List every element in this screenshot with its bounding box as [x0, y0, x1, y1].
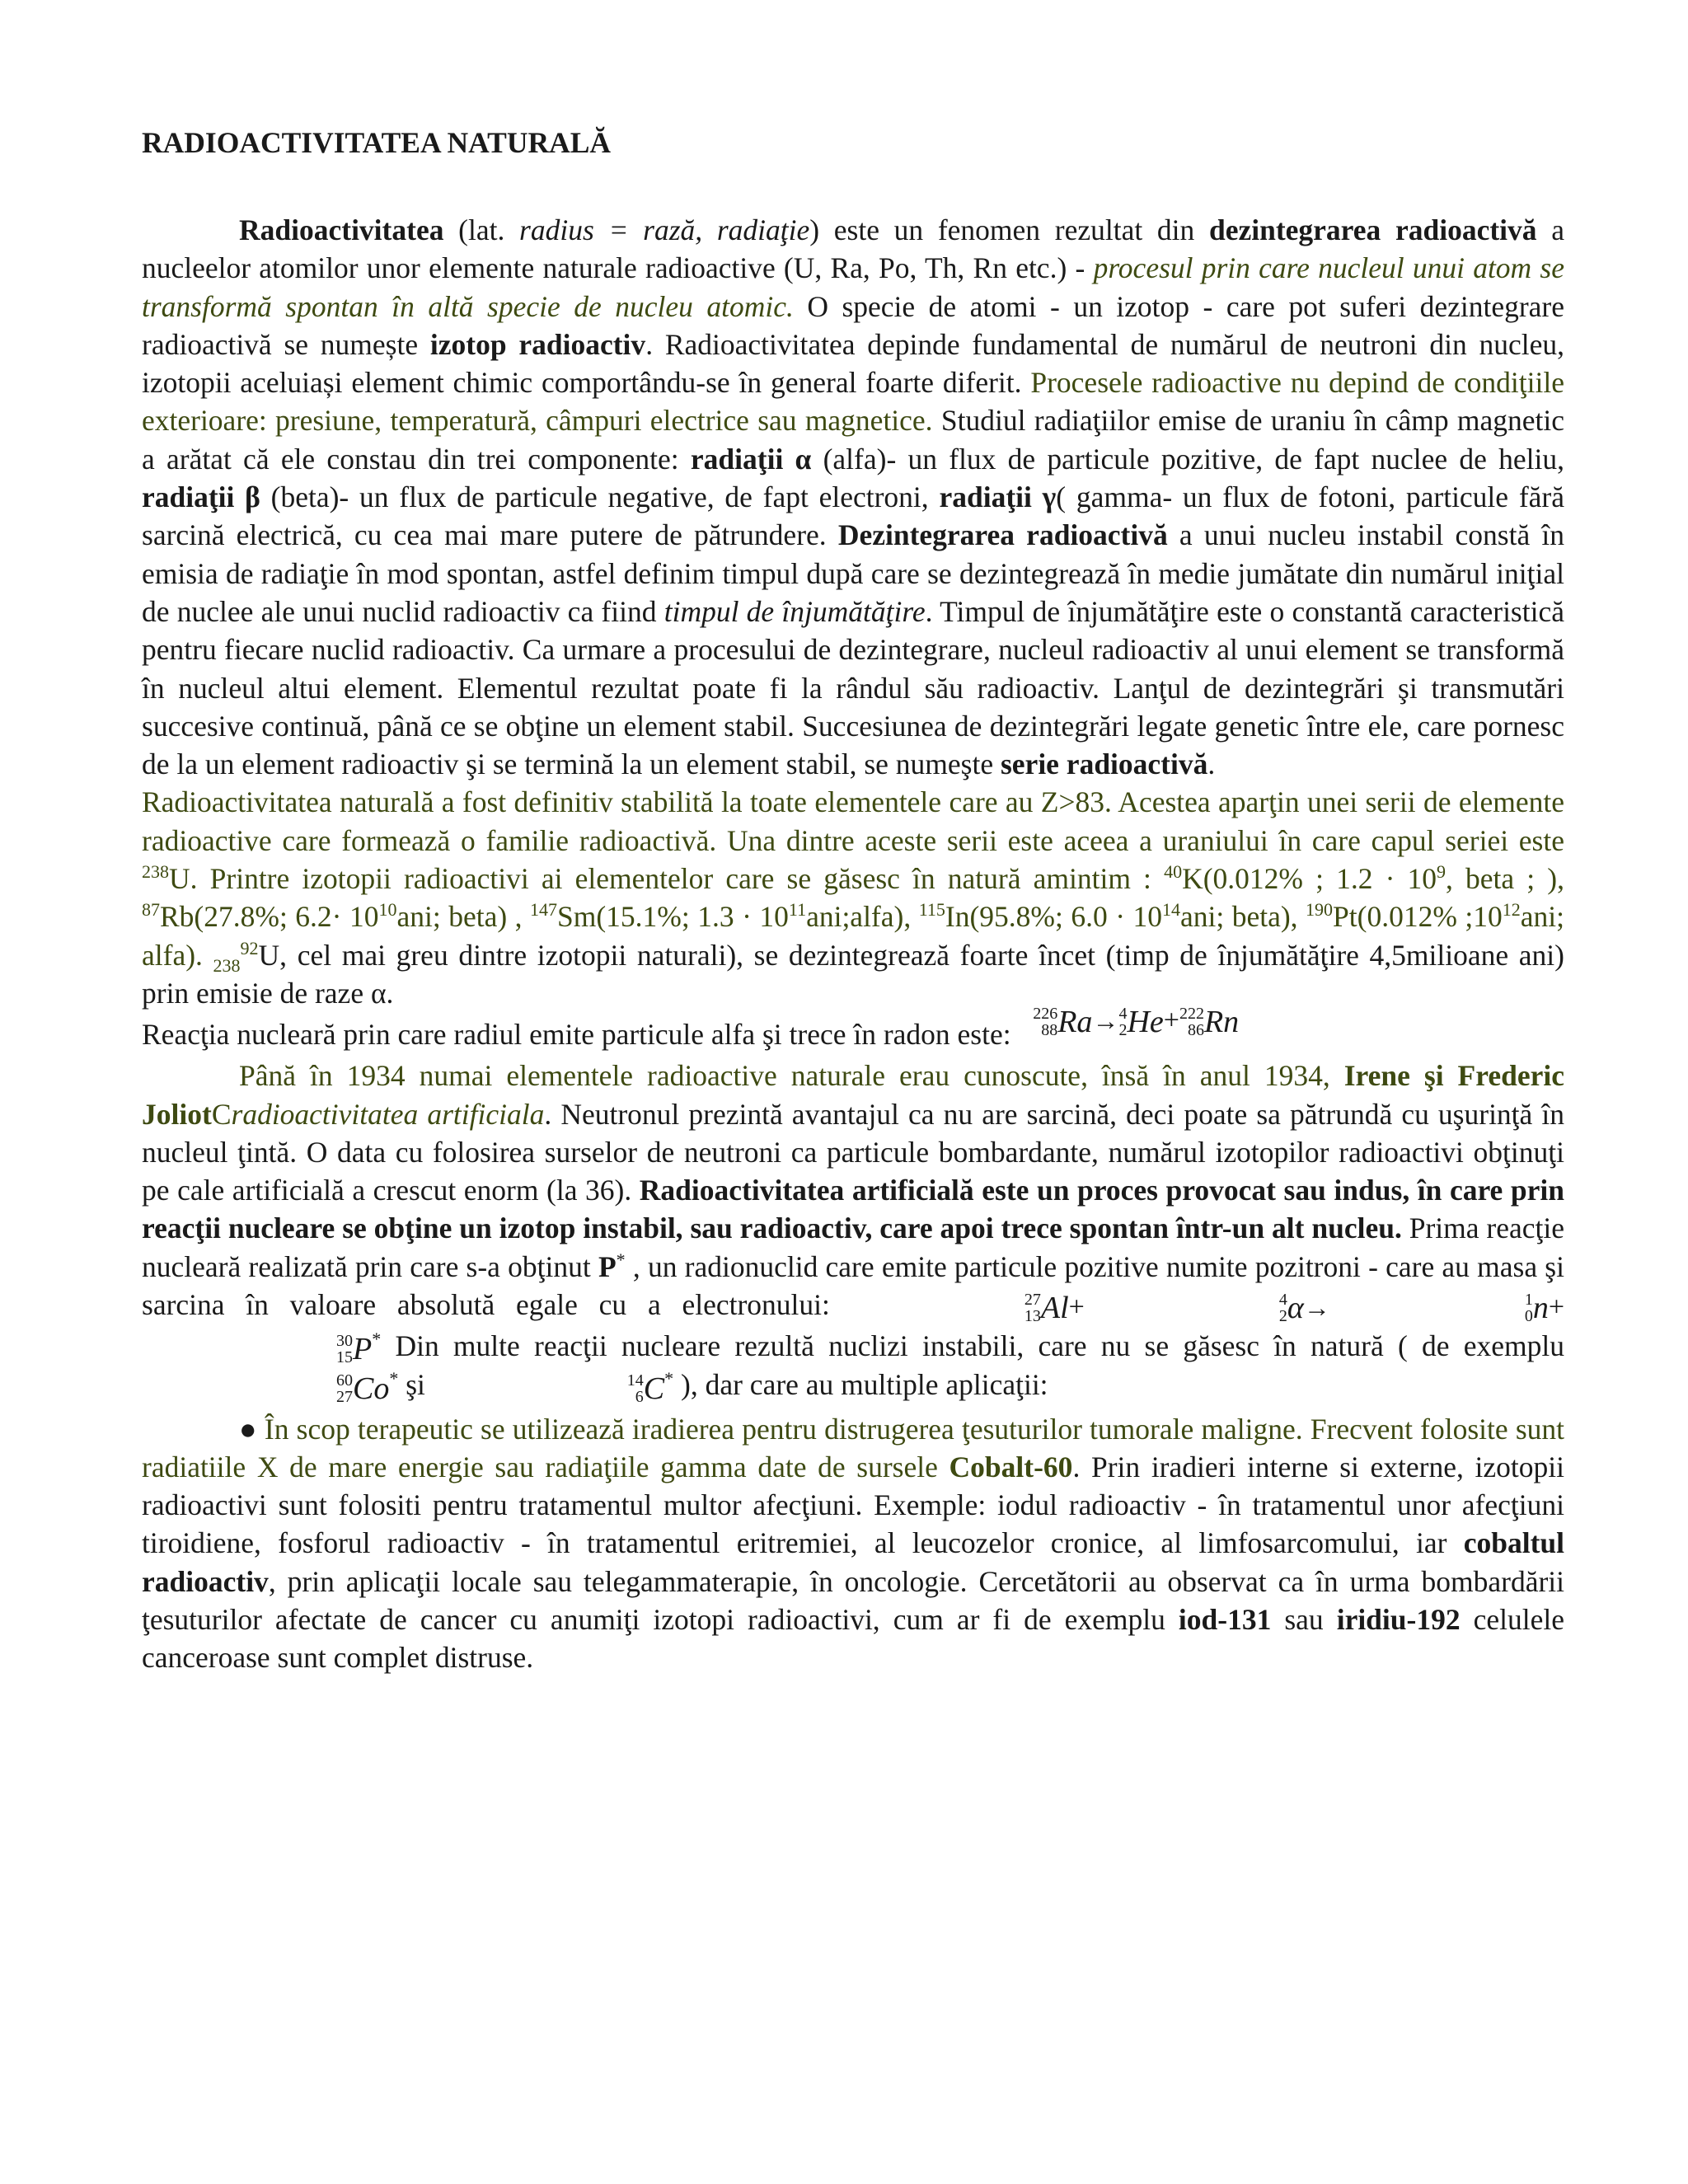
nuclide-rn — [1179, 1005, 1239, 1038]
text: . Neutronul prezintă avantajul ca nu are sarcină, deci poate sa pătrundă cu uşurinţă în nucleul ţintă. O data cu folosirea surselor de neutroni ca particule bombardante, numărul izotopilor radioactivi obţinuţi pe cale artificială a crescut enorm (la 36). — [142, 1097, 1565, 1207]
text: . — [1207, 748, 1216, 781]
text: ani;alfa), — [806, 900, 919, 934]
names-joliot: Irene şi Frederic Joliot — [142, 1059, 1564, 1131]
text: (beta)- un flux de particule negative, de fapt electroni, — [260, 480, 940, 514]
text: sau — [1271, 1603, 1337, 1637]
term-radioactivitatea-artificiala: radioactivitatea artificiala — [231, 1097, 545, 1131]
text: a nucleelor atomilor unor elemente naturale radioactive (U, Ra, Po, Th, Rn etc.) - — [142, 213, 1564, 285]
mass-number: 226 — [1033, 1004, 1058, 1023]
symbol: P — [353, 1332, 373, 1367]
exponent: 11 — [788, 899, 807, 921]
nuclide-p — [142, 1329, 382, 1367]
text: ), dar care au multiple aplicaţii: — [673, 1368, 1048, 1402]
mass-number: 4 — [1278, 1291, 1287, 1310]
text: Din multe reacţii nucleare rezultă nuclizi instabili, care nu se găsesc în natură ( de exemplu — [381, 1329, 1564, 1363]
mass-number: 238 — [213, 954, 241, 976]
text: C — [211, 1097, 232, 1131]
mass-number: 87 — [142, 899, 160, 921]
text: ani; beta) , — [396, 900, 530, 934]
mass-number: 147 — [530, 899, 557, 921]
mass-number: 115 — [918, 899, 945, 921]
text: Pt(0.012% ;10 — [1333, 900, 1503, 934]
term-radiatii-beta: radiaţii β — [142, 480, 260, 514]
symbol: Co — [353, 1371, 390, 1406]
term-dezintegrare: dezintegrarea radioactivă — [1208, 213, 1537, 246]
paragraph-radium-reaction — [142, 1004, 1564, 1057]
text: (alfa)- un flux de particule pozitive, de fapt nuclee de heliu, — [811, 442, 1564, 476]
symbol: n — [1532, 1291, 1549, 1326]
symbol: He — [1127, 1004, 1164, 1039]
term-izotop-radioactiv: izotop radioactiv — [429, 327, 646, 361]
radium-decay-equation — [1033, 1001, 1240, 1039]
paragraph-artificial-radioactivity — [142, 1057, 1564, 1404]
text: U. Printre izotopii radioactivi ai elementelor care se găsesc în natură amintim : — [169, 862, 1165, 896]
exponent: 9 — [1437, 861, 1447, 883]
text: Studiul radiaţiilor emise de uraniu în câmp magnetic a arătat că ele constau din trei componente: — [142, 404, 1564, 476]
symbol: Rn — [1203, 1004, 1240, 1039]
atomic-number: 0 — [1524, 1307, 1533, 1326]
atomic-number: 6 — [635, 1387, 644, 1406]
excited-mark: * — [372, 1329, 382, 1350]
term-cobalt-60: Cobalt-60 — [949, 1450, 1073, 1483]
nuclide-alpha — [1085, 1291, 1304, 1324]
text: . Prin iradieri interne si externe, izotopii radioactivi sunt folositi pentru tratamentul multor afecţiuni. Exemple: iodul radioactiv - în tratamentul unor afecţiuni tiroidiene, fosforul radioactiv - în tratamentul eritremiei, al leucozelor cronice, al limfosarcomului, iar — [142, 1450, 1564, 1560]
exponent: 12 — [1502, 899, 1521, 921]
text: Prima reacţie nucleară realizată prin care s-a obţinut — [142, 1212, 1564, 1283]
symbol: C — [643, 1371, 665, 1406]
text: Până în 1934 numai elementele radioactive naturale erau cunoscute, însă în anul 1934, — [239, 1059, 1344, 1093]
nuclide-he — [1118, 1005, 1163, 1038]
symbol-p: P — [598, 1249, 617, 1283]
text: Radioactivitatea naturală a fost definitiv stabilită la toate elementele care au Z>83. Acestea aparţin unei serii de elemente radioactive care formează o familie radioactivă. Una dintre aceste serii este aceea a uraniului în care capul seriei este — [142, 785, 1564, 857]
text: ani; alfa). — [142, 900, 1564, 972]
excited-mark: * — [616, 1249, 626, 1270]
mass-number: 4 — [1118, 1004, 1128, 1023]
text: . Timpul de înjumătăţire este o constantă caracteristică pentru fiecare nuclid radioactiv. Ca urmare a procesului de dezintegrare, nucleul radioactiv al unui element se transformă în nucleul altui element. Elementul rezultat poate fi la rândul său radioactiv. Lanţul de dezintegrări şi transmutări succesive continuă, până ce se obţine un element stabil. Succesiunea de dezintegrări legate genetic între ele, care pornesc de la un element radioactiv şi se termină la un element stabil, se numeşte — [142, 594, 1564, 781]
text: O specie de atomi - un izotop - care pot suferi dezintegrare radioactivă se numește — [142, 289, 1565, 361]
text: şi — [398, 1368, 433, 1402]
mass-number: 190 — [1306, 899, 1334, 921]
term-iridiu-192: iridiu-192 — [1336, 1603, 1461, 1637]
latin-etymology: radius = rază, radiaţie — [519, 213, 810, 246]
term-dezintegrarea-radioactiva: Dezintegrarea radioactivă — [837, 518, 1168, 552]
term-cobaltul-radioactiv: cobaltul radioactiv — [142, 1526, 1564, 1598]
text: (lat. — [443, 213, 520, 246]
term-serie-radioactiva: serie radioactivă — [1000, 748, 1208, 781]
nuclide-c — [433, 1367, 674, 1406]
atomic-number: 13 — [1024, 1307, 1041, 1326]
term-radiatii-gamma: radiaţii γ — [939, 480, 1057, 514]
plus-sign: + — [1163, 1005, 1179, 1036]
exponent: 10 — [378, 899, 397, 921]
atomic-number: 88 — [1041, 1020, 1058, 1039]
atomic-number: 2 — [1278, 1307, 1287, 1326]
mass-number: 40 — [1164, 861, 1183, 883]
text: In(95.8%; 6.0 · 10 — [945, 900, 1162, 934]
atomic-number: 86 — [1187, 1020, 1204, 1039]
term-iod-131: iod-131 — [1178, 1603, 1272, 1637]
definition-italic: procesul prin care nucleul unui atom se transformă spontan în altă specie de nucleu atomic. — [142, 251, 1565, 323]
excited-mark: * — [664, 1367, 674, 1389]
text: a unui nucleu instabil constă în emisia de radiaţie în mod spontan, astfel definim timpul după care se dezintegrează în medie jumătate din numărul iniţial de nuclee ale unui nuclid radioactiv ca fiind — [142, 518, 1565, 628]
mass-number: 238 — [142, 861, 169, 883]
text: celulele canceroase sunt complet distruse. — [142, 1603, 1564, 1675]
text: K(0.012% ; 1.2 · 10 — [1182, 862, 1437, 896]
mass-number: 30 — [336, 1332, 353, 1351]
text: , prin aplicaţii locale sau telegammaterapie, în oncologie. Cercetătorii au observat ca în urma bombardării ţesuturilor afectate de cancer cu anumiţi izotopi radioactivi, cum ar fi de exemplu — [142, 1564, 1564, 1637]
nuclide-al — [830, 1291, 1069, 1324]
atomic-number: 27 — [336, 1387, 353, 1406]
symbol: Al — [1040, 1291, 1069, 1326]
highlighted-sentence: Procesele radioactive nu depind de condiţiile exterioare: presiune, temperatură, câmpuri electrice sau magnetice. — [142, 366, 1564, 438]
atomic-number: 15 — [336, 1348, 353, 1367]
text: . Radioactivitatea depinde fundamental de numărul de neutroni din nucleu, izotopii aceluiași element chimic comportându-se în general foarte diferit. — [142, 327, 1564, 400]
plus-sign: + — [1548, 1291, 1564, 1323]
text: U, cel mai greu dintre izotopii naturali), se dezintegrează foarte încet (timp de înjumătăţire 4,5milioane ani) prin emisie de raze α. — [142, 938, 1564, 1010]
document-title: RADIOACTIVITATEA NATURALĂ — [142, 126, 612, 159]
mass-number: 222 — [1179, 1004, 1204, 1023]
paragraph-radioactivity-definition — [142, 211, 1564, 783]
mass-number: 60 — [336, 1371, 353, 1390]
text: Rb(27.8%; 6.2· 10 — [160, 900, 379, 934]
term-radioactivitatea: Radioactivitatea — [239, 213, 444, 246]
excited-mark: * — [389, 1367, 399, 1389]
mass-number: 1 — [1524, 1291, 1533, 1310]
paragraph-natural-radioactivity — [142, 783, 1564, 1012]
nuclide-n — [1330, 1291, 1549, 1324]
text: ani; beta), — [1180, 900, 1306, 934]
document-page — [142, 124, 1564, 1677]
atomic-number: 2 — [1118, 1020, 1128, 1039]
plus-sign: + — [1068, 1291, 1085, 1323]
atomic-number: 92 — [240, 937, 259, 958]
text: ( gamma- un flux de fotoni, particule fără sarcină electrică, cu cea mai mare putere de pătrundere. — [142, 480, 1564, 552]
text: Reacţia nucleară prin care radiul emite particule alfa şi trece în radon este: — [142, 1018, 1011, 1052]
mass-number: 14 — [626, 1371, 644, 1390]
paragraph-therapy — [142, 1410, 1564, 1677]
symbol: Ra — [1057, 1004, 1093, 1039]
term-timp-injumatatire: timpul de înjumătăţire — [663, 594, 926, 628]
nuclide-ra — [1033, 1005, 1092, 1038]
reaction-arrow: → — [1303, 1292, 1330, 1323]
text: ) este un fenomen rezultat din — [809, 213, 1209, 246]
text: Sm(15.1%; 1.3 · 10 — [557, 900, 789, 934]
symbol: α — [1287, 1291, 1304, 1326]
reaction-arrow: → — [1092, 1005, 1119, 1036]
text: , beta ; ), — [1446, 862, 1564, 896]
mass-number: 27 — [1024, 1291, 1041, 1310]
definition-bold: Radioactivitatea artificială este un proces provocat sau indus, în care prin reacţii nucleare se obţine un izotop instabil, sau radioactiv, care apoi trece spontan într-un alt nucleu. — [142, 1174, 1564, 1245]
term-radiatii-alfa: radiaţii α — [690, 442, 812, 476]
exponent: 14 — [1162, 899, 1180, 921]
text: , un radionuclid care emite particule pozitive numite pozitroni - care au masa şi sarcina în valoare absolută egale cu a electronului: — [142, 1249, 1564, 1322]
text: În scop terapeutic se utilizează iradierea pentru distrugerea ţesuturilor tumorale maligne. Frecvent folosite sunt radiatiile X de mare energie sau radiaţiile gamma date de sursele — [142, 1412, 1564, 1483]
bullet-icon: ● — [239, 1412, 257, 1446]
nuclide-co — [142, 1367, 399, 1406]
